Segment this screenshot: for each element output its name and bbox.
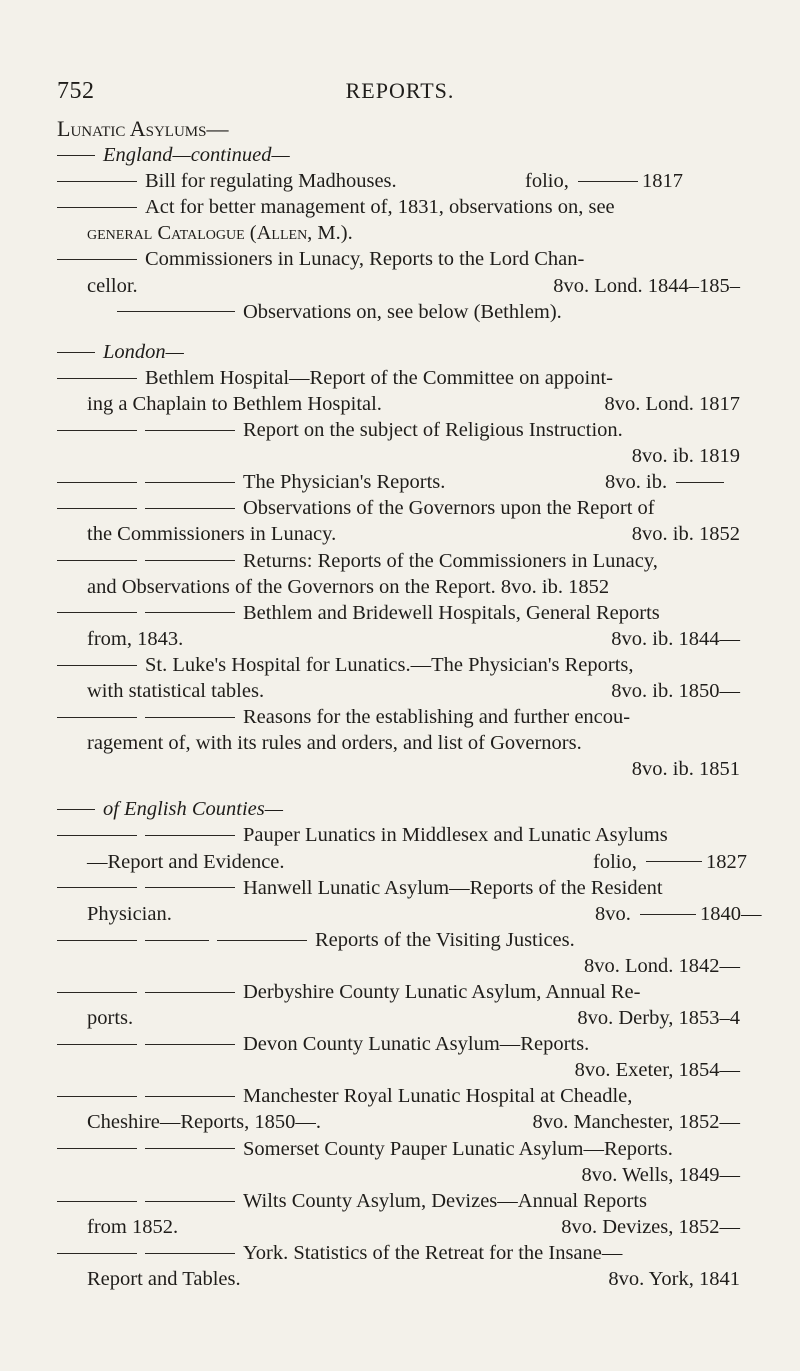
entry-line: general Catalogue (Allen, M.). bbox=[87, 222, 353, 245]
entry-line: of English Counties— bbox=[57, 796, 740, 822]
entry-line: Wilts County Asylum, Devizes—Annual Reports bbox=[57, 1188, 740, 1214]
entry-line: Physician. 8vo. 1840— bbox=[87, 902, 762, 925]
entry-line: Manchester Royal Lunatic Hospital at Cheadle, bbox=[57, 1083, 740, 1109]
entry-line: cellor. 8vo. Lond. 1844–185– bbox=[87, 274, 740, 297]
running-title: REPORTS. bbox=[345, 78, 455, 103]
entry-line: ing a Chaplain to Bethlem Hospital. 8vo. Lond. 1817 bbox=[87, 392, 740, 415]
entry-line: Observations of the Governors upon the Report of bbox=[57, 495, 740, 521]
entry-line: York. Statistics of the Retreat for the Insane— bbox=[57, 1240, 740, 1266]
entry-line: St. Luke's Hospital for Lunatics.—The Physician's Reports, bbox=[57, 652, 740, 678]
entry-line: from, 1843. 8vo. ib. 1844— bbox=[87, 627, 740, 650]
entry-line: with statistical tables. 8vo. ib. 1850— bbox=[87, 679, 740, 702]
entry-line: Bethlem Hospital—Report of the Committee on appoint- bbox=[57, 365, 740, 391]
entry-line: 8vo. Wells, 1849— bbox=[581, 1163, 740, 1186]
entry-line: Devon County Lunatic Asylum—Reports. bbox=[57, 1031, 740, 1057]
entry-line: Report on the subject of Religious Instruction. bbox=[57, 417, 740, 443]
entry-line: Derbyshire County Lunatic Asylum, Annual Re- bbox=[57, 979, 740, 1005]
entry-line: 8vo. Lond. 1842— bbox=[583, 954, 740, 977]
entry-line: England—continued— bbox=[57, 142, 740, 168]
entry-line: Reports of the Visiting Justices. bbox=[57, 927, 740, 953]
entry-line: from 1852. 8vo. Devizes, 1852— bbox=[87, 1215, 740, 1238]
entry-line: Hanwell Lunatic Asylum—Reports of the Resident bbox=[57, 875, 740, 901]
entry-line: the Commissioners in Lunacy. 8vo. ib. 1852 bbox=[87, 523, 740, 546]
entry-line: —Report and Evidence. folio, 1827 bbox=[87, 850, 747, 873]
entry-line: 8vo. Exeter, 1854— bbox=[574, 1059, 740, 1082]
entry-line: London— bbox=[57, 339, 740, 365]
entry-line: Pauper Lunatics in Middlesex and Lunatic Asylums bbox=[57, 822, 740, 848]
entry-line: 8vo. ib. 1819 bbox=[631, 445, 740, 468]
heading-lunatic-asylums: Lunatic Asylums— bbox=[57, 116, 229, 141]
entry-line: Report and Tables. 8vo. York, 1841 bbox=[87, 1268, 740, 1291]
page-number: 752 bbox=[57, 78, 95, 104]
entry-line: ragement of, with its rules and orders, and list of Governors. bbox=[87, 732, 582, 755]
entry-line: The Physician's Reports. 8vo. ib. bbox=[57, 469, 740, 495]
index-entries bbox=[57, 116, 762, 1292]
entry-line: Act for better management of, 1831, observations on, see bbox=[57, 194, 740, 220]
entry-line: Commissioners in Lunacy, Reports to the Lord Chan- bbox=[57, 246, 740, 272]
entry-line: Returns: Reports of the Commissioners in Lunacy, bbox=[57, 548, 740, 574]
entry-line: 8vo. ib. 1851 bbox=[631, 758, 740, 781]
entry-line: Somerset County Pauper Lunatic Asylum—Reports. bbox=[57, 1136, 740, 1162]
entry-line: Bill for regulating Madhouses. folio, 1817 bbox=[57, 168, 740, 194]
entry-line: and Observations of the Governors on the Report. 8vo. ib. 1852 bbox=[87, 575, 610, 598]
entry-line: Observations on, see below (Bethlem). bbox=[57, 299, 740, 325]
entry-line: Reasons for the establishing and further encou- bbox=[57, 704, 740, 730]
entry-line: Bethlem and Bridewell Hospitals, General Reports bbox=[57, 600, 740, 626]
entry-line: ports. 8vo. Derby, 1853–4 bbox=[87, 1007, 740, 1030]
entry-line: Cheshire—Reports, 1850—. 8vo. Manchester, 1852— bbox=[87, 1111, 740, 1134]
